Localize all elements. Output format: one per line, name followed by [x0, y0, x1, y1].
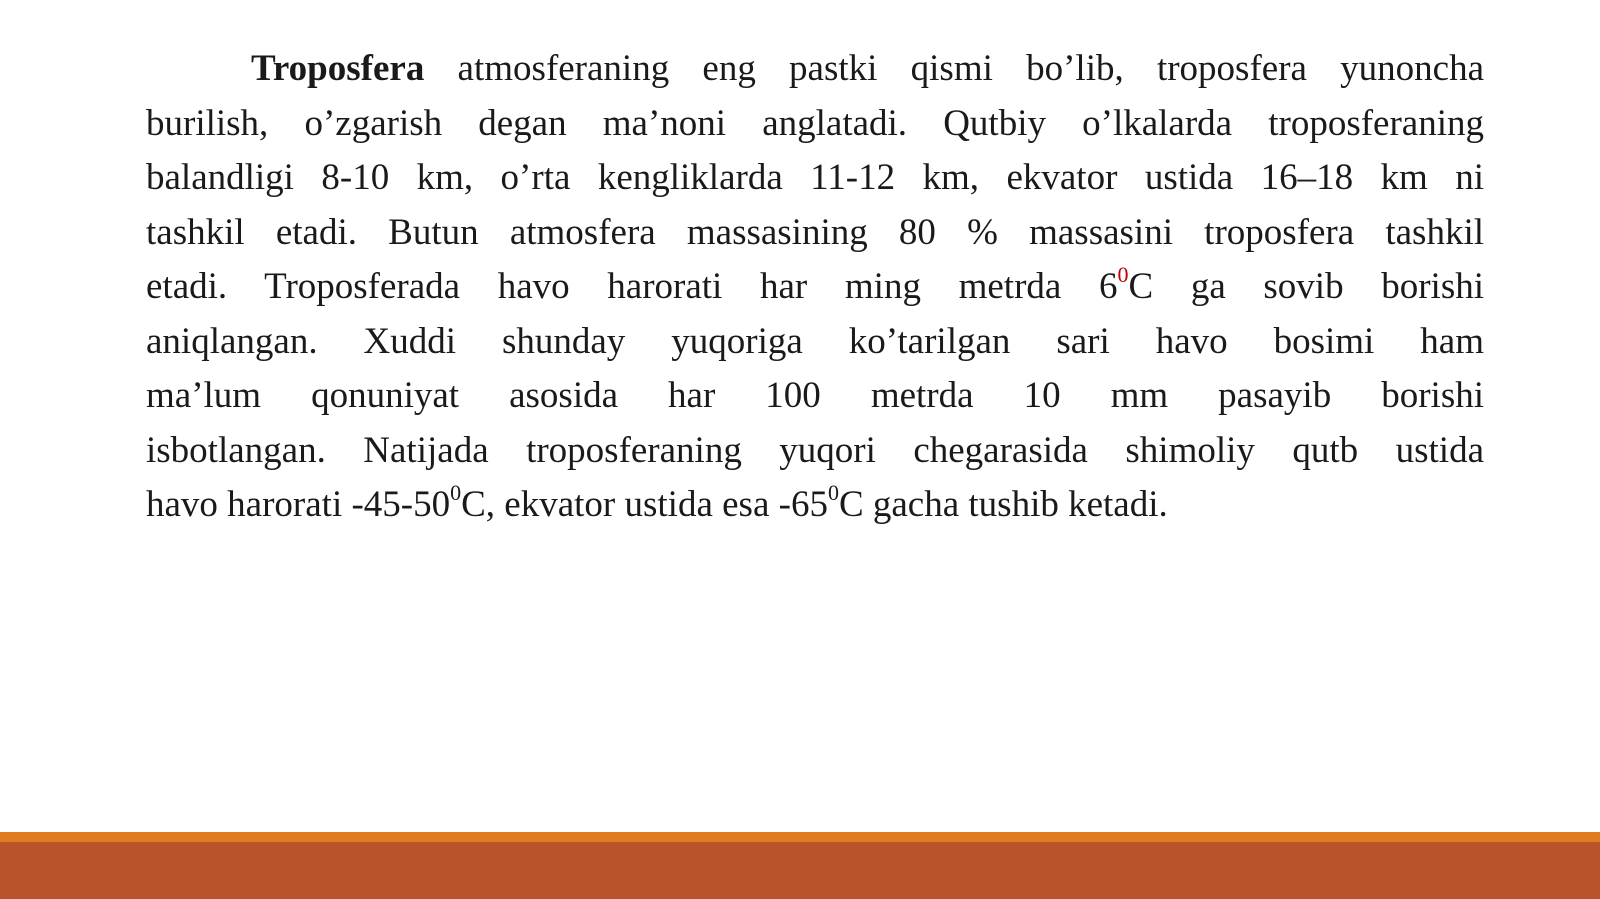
paragraph-line: [146, 260, 1484, 315]
line-text: C, ekvator ustida esa -65: [461, 484, 828, 525]
paragraph-line: burilish, o’zgarish degan ma’noni anglatadi. Qutbiy o’lkalarda troposferaning: [146, 102, 1484, 144]
body-paragraph: [146, 42, 1484, 533]
paragraph-line: tashkil etadi. Butun atmosfera massasining 80 % massasini troposfera tashkil: [146, 211, 1484, 253]
footer-accent-stripe: [0, 832, 1600, 842]
degree-superscript: 0: [827, 479, 839, 505]
paragraph-line: isbotlangan. Natijada troposferaning yuqori chegarasida shimoliy qutb ustida: [146, 429, 1484, 471]
line-text: atmosferaning eng pastki qismi bo’lib, troposfera yunoncha: [424, 48, 1484, 89]
degree-superscript: 0: [450, 479, 462, 505]
degree-superscript: 0: [1117, 261, 1129, 287]
term-troposfera: Troposfera: [251, 48, 425, 89]
footer-bar: [0, 842, 1600, 899]
paragraph-line: [146, 42, 1484, 97]
paragraph-line: [146, 478, 1484, 533]
line-text: C ga sovib borishi: [1128, 266, 1484, 307]
paragraph-line: aniqlangan. Xuddi shunday yuqoriga ko’tarilgan sari havo bosimi ham: [146, 320, 1484, 362]
line-text: C gacha tushib ketadi.: [838, 484, 1168, 525]
paragraph-line: ma’lum qonuniyat asosida har 100 metrda 10 mm pasayib borishi: [146, 375, 1484, 416]
paragraph-line: balandligi 8-10 km, o’rta kengliklarda 11-12 km, ekvator ustida 16–18 km ni: [146, 157, 1484, 198]
line-text: havo harorati -45-50: [146, 484, 451, 525]
line-text: etadi. Troposferada havo harorati har ming metrda 6: [146, 266, 1118, 307]
